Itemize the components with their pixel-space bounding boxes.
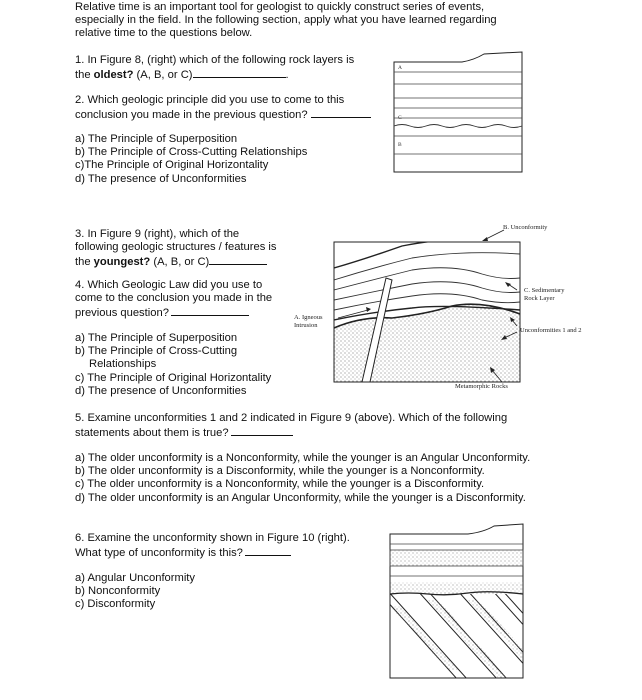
q5-answer-blank[interactable] — [231, 425, 293, 436]
q4-line: 4. Which Geologic Law did you use to — [75, 279, 263, 291]
q4-option-b-continued[interactable]: Relationships — [89, 358, 157, 371]
q4-answer-blank[interactable] — [171, 305, 249, 316]
fig9-label-igneous: A. Igneous — [294, 314, 323, 321]
q4-option-b[interactable]: b) The Principle of Cross-Cutting — [75, 345, 238, 358]
q4-options — [75, 332, 271, 398]
q3-line: 3. In Figure 9 (right), which of the — [75, 228, 240, 240]
q5-text: statements about them is true? — [75, 427, 229, 440]
q4-option-c[interactable]: c) The Principle of Original Horizontality — [75, 371, 272, 384]
q1-answer-blank[interactable] — [193, 67, 286, 78]
q5-line-2 — [75, 425, 507, 440]
q4-line-3 — [75, 305, 272, 320]
q2-option-c[interactable]: c)The Principle of Original Horizontality — [75, 159, 269, 172]
q3-choices: (A, B, or C) — [150, 256, 210, 269]
q1-line: 1. In Figure 8, (right) which of the following rock layers is — [75, 54, 355, 66]
q4-option-d[interactable]: d) The presence of Unconformities — [75, 384, 247, 397]
intro-paragraph — [75, 1, 497, 41]
q2-option-d[interactable]: d) The presence of Unconformities — [75, 172, 247, 185]
q5-option-a[interactable]: a) The older unconformity is a Nonconformity, while the younger is an Angular Unconformity. — [75, 452, 531, 464]
q6-answer-blank[interactable] — [245, 545, 291, 556]
q4-line: come to the conclusion you made in the — [75, 292, 273, 305]
q3-answer-blank[interactable] — [209, 254, 267, 265]
q2-option-b[interactable]: b) The Principle of Cross-Cutting Relationships — [75, 146, 308, 159]
q5-option-d[interactable]: d) The older unconformity is an Angular Unconformity, while the younger is a Disconformity. — [75, 491, 526, 504]
fig9-label-intrusion: Intrusion — [294, 322, 318, 329]
figure-10-diagram — [388, 520, 525, 680]
q2-answer-blank[interactable] — [311, 107, 371, 118]
q5-line: 5. Examine unconformities 1 and 2 indicated in Figure 9 (above). Which of the following — [75, 412, 508, 424]
q6-line: 6. Examine the unconformity shown in Figure 10 (right). — [75, 532, 350, 544]
fig8-label-b: B — [398, 142, 402, 148]
q3-line: following geologic structures / features is — [75, 241, 277, 254]
intro-line: especially in the field. In the following section, apply what you have learned regarding — [75, 14, 497, 27]
question-2 — [75, 94, 371, 122]
q3-keyword: youngest? — [93, 256, 151, 269]
fig8-label-a: A — [398, 65, 402, 71]
q2-line-2 — [75, 107, 371, 122]
fig9-label-rock-layer: Rock Layer — [524, 295, 555, 302]
question-1 — [75, 54, 354, 82]
q2-text: conclusion you made in the previous question? — [75, 109, 308, 122]
question-3 — [75, 228, 276, 270]
question-5 — [75, 412, 507, 440]
q6-text: What type of unconformity is this? — [75, 547, 243, 560]
fig9-label-unconformities: Unconformities 1 and 2 — [520, 327, 582, 334]
fig8-label-c: C — [398, 115, 402, 121]
question-4 — [75, 279, 272, 321]
fig9-label-unconformity: B. Unconformity — [503, 224, 548, 231]
q6-option-a[interactable]: a) Angular Unconformity — [75, 572, 196, 584]
q1-keyword: oldest? — [93, 69, 134, 82]
q1-line-2 — [75, 67, 354, 82]
q6-options — [75, 572, 195, 612]
q2-option-a[interactable]: a) The Principle of Superposition — [75, 133, 238, 145]
q2-options — [75, 133, 307, 186]
question-6 — [75, 532, 350, 560]
q6-option-c[interactable]: c) Disconformity — [75, 598, 156, 611]
q2-line: 2. Which geologic principle did you use to come to this — [75, 94, 345, 106]
q4-option-a[interactable]: a) The Principle of Superposition — [75, 332, 238, 344]
q5-option-b[interactable]: b) The older unconformity is a Disconformity, while the younger is a Nonconformity. — [75, 465, 485, 478]
q5-options — [75, 452, 530, 505]
q3-prefix: the — [75, 256, 94, 269]
q5-option-c[interactable]: c) The older unconformity is a Nonconformity, while the younger is a Disconformity. — [75, 478, 485, 491]
q6-line-2 — [75, 545, 350, 560]
q6-option-b[interactable]: b) Nonconformity — [75, 585, 161, 598]
fig9-label-sedimentary: C. Sedimentary — [524, 287, 565, 294]
fig9-label-metamorphic: Metamorphic Rocks — [455, 383, 508, 390]
figure-9-diagram — [332, 228, 522, 384]
intro-line: Relative time is an important tool for geologist to quickly construct series of events, — [75, 1, 485, 13]
figure-8-diagram — [392, 46, 524, 174]
q1-prefix: the — [75, 69, 94, 82]
intro-line: relative time to the questions below. — [75, 27, 253, 40]
q3-line-3 — [75, 254, 276, 269]
q1-choices: (A, B, or C) — [133, 69, 193, 82]
q4-text: previous question? — [75, 307, 169, 320]
q1-period: . — [285, 69, 289, 82]
